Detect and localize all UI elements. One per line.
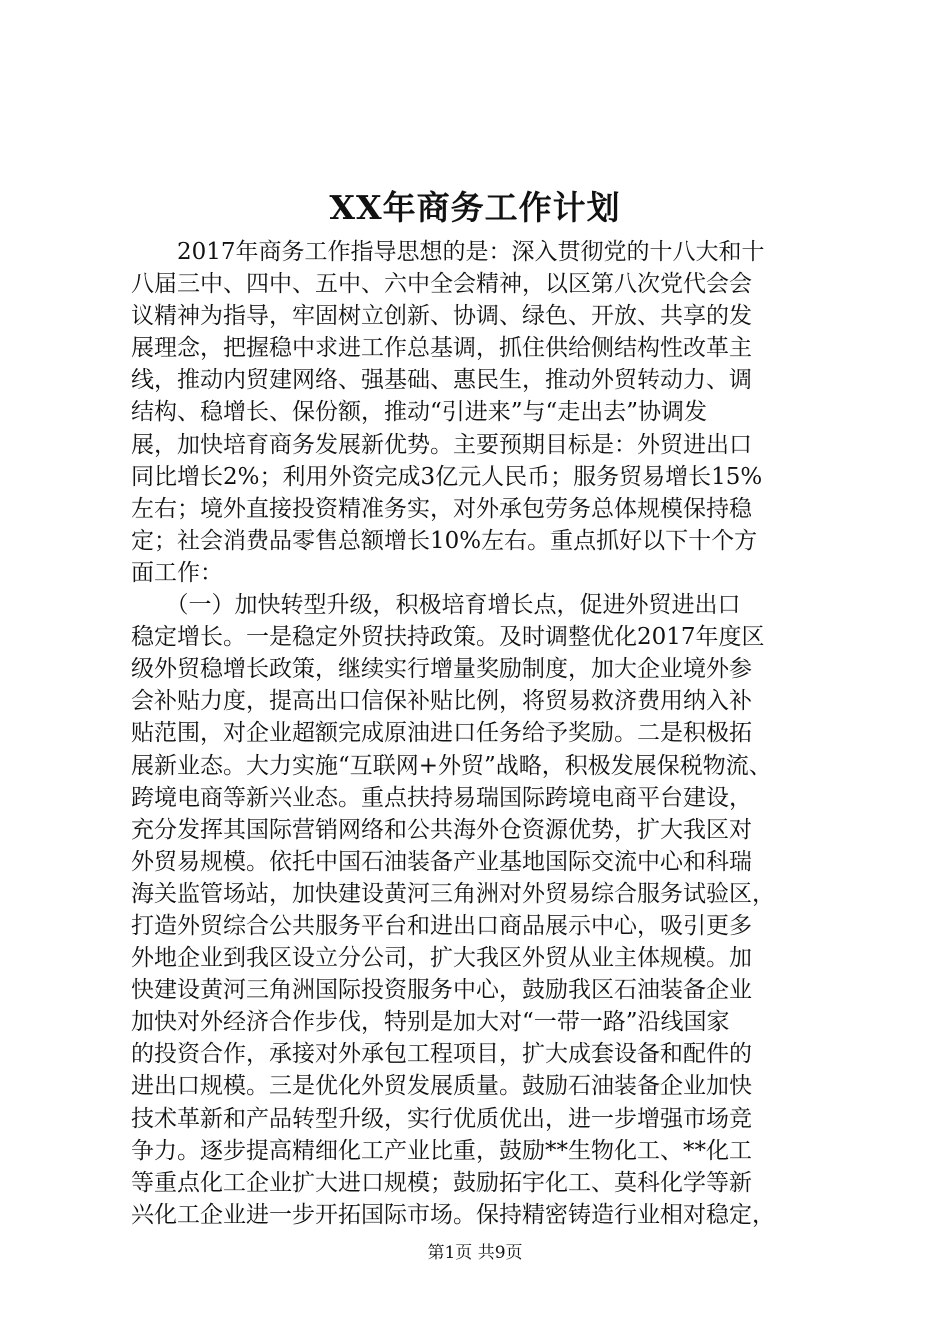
body-text-line: 同比增长2%；利用外资完成3亿元人民币；服务贸易增长15%: [131, 463, 763, 490]
body-text-line: 八届三中、四中、五中、六中全会精神，以区第八次党代会会: [131, 271, 752, 298]
body-text-line: （一）加快转型升级，积极培育增长点，促进外贸进出口: [131, 592, 741, 619]
page-footer: 第1页 共9页: [427, 1243, 523, 1263]
body-text-line: 海关监管场站，加快建设黄河三角洲对外贸易综合服务试验区，: [131, 880, 775, 907]
body-text-line: 2017年商务工作指导思想的是：深入贯彻党的十八大和十: [131, 239, 765, 265]
body-text-line: 加快对外经济合作步伐，特别是加大对“一带一路”沿线国家: [131, 1009, 730, 1036]
body-text-line: 展新业态。大力实施“互联网+外贸”战略，积极发展保税物流、: [131, 752, 772, 779]
body-text-line: 争力。逐步提高精细化工产业比重，鼓励**生物化工、**化工: [131, 1137, 752, 1164]
body-text-line: 稳定增长。一是稳定外贸扶持政策。及时调整优化2017年度区: [131, 624, 765, 651]
body-text-line: 左右；境外直接投资精准务实，对外承包劳务总体规模保持稳: [131, 495, 752, 522]
body-text-line: 快建设黄河三角洲国际投资服务中心，鼓励我区石油装备企业: [131, 977, 752, 1004]
body-text-line: 会补贴力度，提高出口信保补贴比例，将贸易救济费用纳入补: [131, 688, 752, 715]
body-text-line: 外贸易规模。依托中国石油装备产业基地国际交流中心和科瑞: [131, 848, 752, 875]
body-text-line: 线，推动内贸建网络、强基础、惠民生，推动外贸转动力、调: [131, 367, 752, 394]
body-text-line: 等重点化工企业扩大进口规模；鼓励拓宇化工、莫科化学等新: [131, 1169, 752, 1196]
body-text-line: 的投资合作，承接对外承包工程项目，扩大成套设备和配件的: [131, 1041, 752, 1068]
body-text-line: 技术革新和产品转型升级，实行优质优出，进一步增强市场竞: [131, 1105, 752, 1132]
body-text-line: 展，加快培育商务发展新优势。主要预期目标是：外贸进出口: [131, 431, 752, 458]
body-text-line: 面工作：: [131, 559, 223, 586]
body-text-line: 充分发挥其国际营销网络和公共海外仓资源优势，扩大我区对: [131, 816, 752, 843]
body-text-line: 贴范围，对企业超额完成原油进口任务给予奖励。二是积极拓: [131, 720, 752, 747]
body-text-line: 定；社会消费品零售总额增长10%左右。重点抓好以下十个方: [131, 527, 758, 554]
body-text-line: 级外贸稳增长政策，继续实行增量奖励制度，加大企业境外参: [131, 656, 752, 683]
body-text-line: 兴化工企业进一步开拓国际市场。保持精密铸造行业相对稳定，: [131, 1201, 775, 1228]
body-text-line: 进出口规模。三是优化外贸发展质量。鼓励石油装备企业加快: [131, 1073, 752, 1100]
body-text-line: 打造外贸综合公共服务平台和进出口商品展示中心，吸引更多: [131, 912, 752, 939]
document-body: [131, 236, 831, 1231]
document-title: XX年商务工作计划: [329, 188, 621, 227]
body-text-line: 跨境电商等新兴业态。重点扶持易瑞国际跨境电商平台建设，: [131, 784, 752, 811]
body-text-line: 议精神为指导，牢固树立创新、协调、绿色、开放、共享的发: [131, 303, 752, 330]
body-text-line: 展理念，把握稳中求进工作总基调，抓住供给侧结构性改革主: [131, 335, 752, 362]
body-text-line: 结构、稳增长、保份额，推动“引进来”与“走出去”协调发: [131, 399, 708, 426]
body-text-line: 外地企业到我区设立分公司，扩大我区外贸从业主体规模。加: [131, 945, 752, 972]
